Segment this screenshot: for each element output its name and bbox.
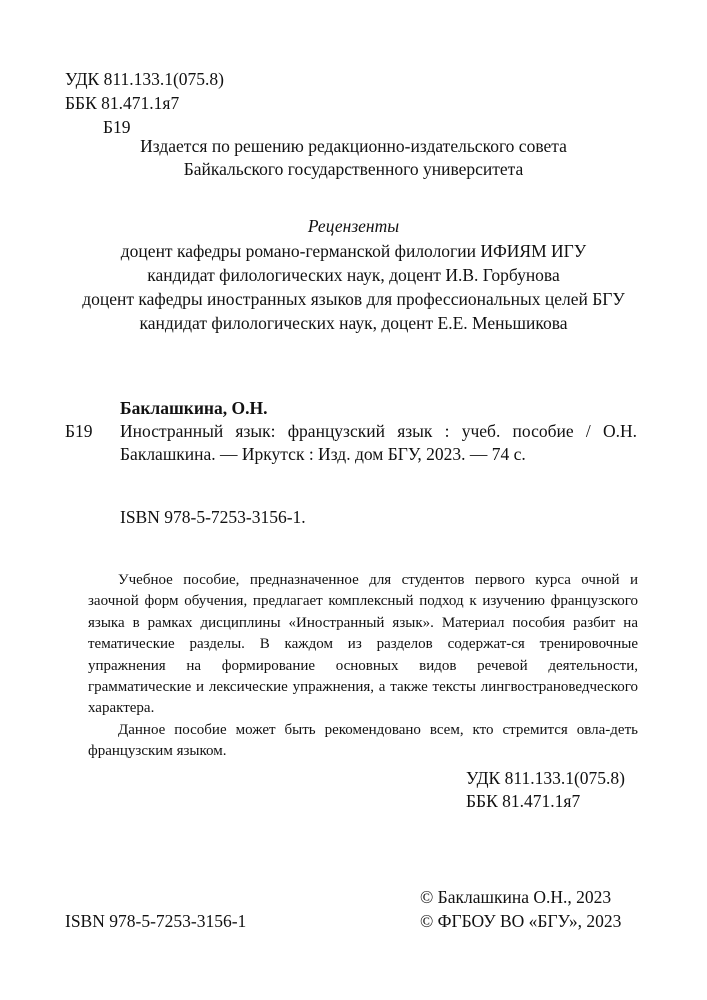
reviewers-title: Рецензенты xyxy=(307,216,400,236)
reviewer-line-2: кандидат филологических наук, доцент И.В. Горбунова xyxy=(147,265,560,285)
reviewer-line-3: доцент кафедры иностранных языков для профессиональных целей БГУ xyxy=(82,289,625,309)
publisher-note-line-1: Издается по решению редакционно-издательского совета xyxy=(140,136,567,156)
bbk-code: ББК 81.471.1я7 xyxy=(65,93,180,113)
bibliography-author: Баклашкина, О.Н. xyxy=(120,398,268,418)
reviewer-line-4: кандидат филологических наук, доцент Е.Е. Меньшикова xyxy=(139,313,568,333)
abstract-paragraph-1: Учебное пособие, предназначенное для студентов первого курса очной и заочной форм обучения, предлагает комплексный подход к изучению французского языка в рамках дисциплины «Иностранный язык». Материал пособия разбит на тематические разделы. В каждом из разделов содержат-ся тренировочные упражнения на формирование основных видов речевой деятельности, грамматические и лексические упражнения, а также тексты лингвострановедческого характера. xyxy=(88,572,638,717)
reviewer-line-1: доцент кафедры романо-германской филологии ИФИЯМ ИГУ xyxy=(120,241,587,261)
abstract-paragraph-2: Данное пособие может быть рекомендовано всем, кто стремится овла-деть французским языком. xyxy=(88,721,638,760)
footer-isbn: ISBN 978-5-7253-3156-1 xyxy=(65,911,247,931)
footer-udk-code: УДК 811.133.1(075.8) xyxy=(466,768,625,788)
udk-code: УДК 811.133.1(075.8) xyxy=(65,69,224,89)
abstract xyxy=(88,570,638,763)
footer-bbk-code: ББК 81.471.1я7 xyxy=(466,791,581,811)
publisher-note-line-2: Байкальского государственного университета xyxy=(183,159,524,179)
author-mark: Б19 xyxy=(103,117,131,137)
bibliography-description: Иностранный язык: французский язык : учеб. пособие / О.Н. Баклашкина. — Иркутск : Изд. дом БГУ, 2023. — 74 с. xyxy=(120,421,637,464)
copyright-author: © Баклашкина О.Н., 2023 xyxy=(420,887,612,907)
bibliography-isbn: ISBN 978-5-7253-3156-1. xyxy=(120,507,306,527)
copyright-publisher: © ФГБОУ ВО «БГУ», 2023 xyxy=(420,911,622,931)
bibliography-code: Б19 xyxy=(65,421,93,441)
